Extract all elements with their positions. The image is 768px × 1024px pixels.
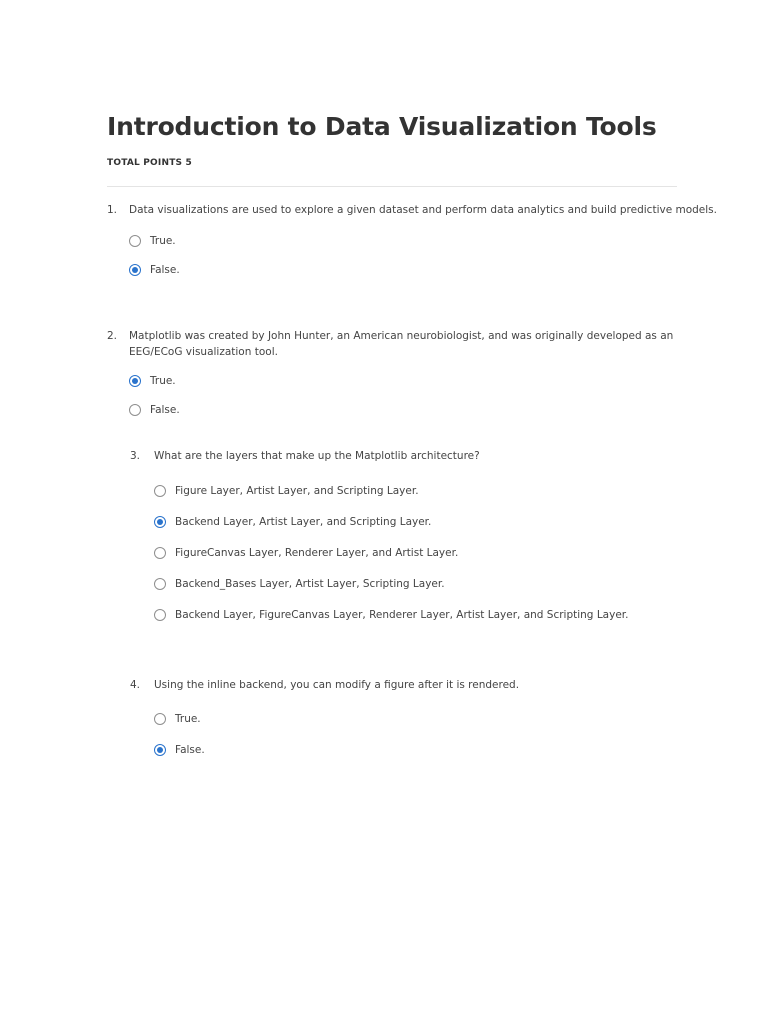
option-label: True. <box>175 713 201 725</box>
answer-option-false[interactable] <box>154 742 205 758</box>
question-text: Using the inline backend, you can modify a figure after it is rendered. <box>154 679 520 691</box>
radio-button-selected-icon[interactable] <box>129 375 141 387</box>
question-2 <box>107 328 707 424</box>
radio-button-icon[interactable] <box>129 404 141 416</box>
radio-button-icon[interactable] <box>154 578 166 590</box>
option-label: True. <box>150 235 176 247</box>
question-number: 2. <box>107 330 118 342</box>
question-text-line-2: EEG/ECoG visualization tool. <box>129 346 278 358</box>
option-label: Figure Layer, Artist Layer, and Scripting Layer. <box>175 485 419 497</box>
question-text: What are the layers that make up the Matplotlib architecture? <box>154 450 480 462</box>
answer-option-true[interactable] <box>129 373 176 389</box>
option-label: False. <box>150 264 180 276</box>
answer-option-false[interactable] <box>129 262 180 278</box>
option-label: True. <box>150 375 176 387</box>
option-label: False. <box>175 744 205 756</box>
question-text-line-1: Matplotlib was created by John Hunter, an American neurobiologist, and was originally developed as an <box>129 330 674 342</box>
radio-button-icon[interactable] <box>154 485 166 497</box>
question-number: 1. <box>107 204 118 216</box>
answer-option-2[interactable] <box>154 514 431 530</box>
answer-option-true[interactable] <box>154 711 201 727</box>
option-label: FigureCanvas Layer, Renderer Layer, and Artist Layer. <box>175 547 459 559</box>
option-label: Backend Layer, FigureCanvas Layer, Renderer Layer, Artist Layer, and Scripting Layer. <box>175 609 629 621</box>
radio-button-icon[interactable] <box>154 713 166 725</box>
question-number: 3. <box>130 450 141 462</box>
question-text: Data visualizations are used to explore a given dataset and perform data analytics and build predictive models. <box>129 204 717 216</box>
question-4 <box>130 677 730 767</box>
question-1 <box>107 202 717 282</box>
question-3 <box>130 448 730 628</box>
answer-option-1[interactable] <box>154 483 419 499</box>
total-points-label: TOTAL POINTS 5 <box>107 158 193 168</box>
answer-option-true[interactable] <box>129 233 176 249</box>
header-divider <box>107 186 677 187</box>
radio-button-icon[interactable] <box>154 609 166 621</box>
radio-button-selected-icon[interactable] <box>154 516 166 528</box>
radio-button-selected-icon[interactable] <box>154 744 166 756</box>
radio-button-icon[interactable] <box>154 547 166 559</box>
radio-button-selected-icon[interactable] <box>129 264 141 276</box>
option-label: Backend_Bases Layer, Artist Layer, Scripting Layer. <box>175 578 445 590</box>
answer-option-4[interactable] <box>154 576 445 592</box>
option-label: False. <box>150 404 180 416</box>
answer-option-false[interactable] <box>129 402 180 418</box>
option-label: Backend Layer, Artist Layer, and Scripting Layer. <box>175 516 432 528</box>
answer-option-3[interactable] <box>154 545 458 561</box>
page-title: Introduction to Data Visualization Tools <box>107 112 657 141</box>
question-number: 4. <box>130 679 141 691</box>
radio-button-icon[interactable] <box>129 235 141 247</box>
answer-option-5[interactable] <box>154 607 628 623</box>
